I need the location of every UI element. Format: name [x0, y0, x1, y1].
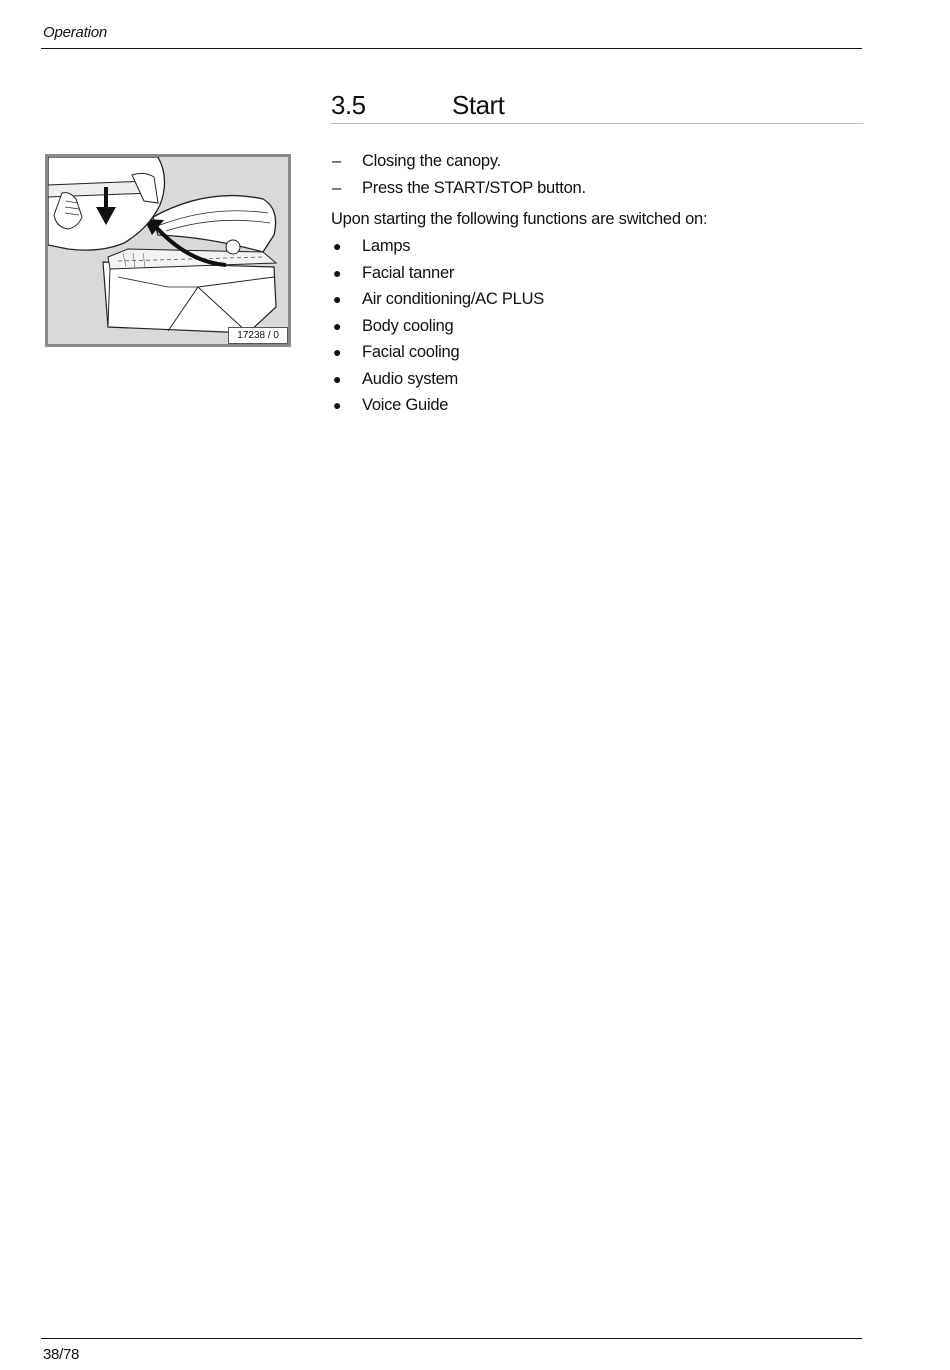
- function-text: Facial tanner: [362, 263, 455, 282]
- step-text: Closing the canopy.: [362, 152, 501, 170]
- step-text: Press the START/STOP button.: [362, 178, 586, 197]
- bullet-icon: ●: [333, 317, 342, 334]
- header-rule: [41, 48, 862, 49]
- dash-marker: –: [332, 152, 341, 170]
- function-text: Voice Guide: [362, 396, 449, 414]
- canopy-illustration: [45, 154, 291, 347]
- function-text: Audio system: [362, 369, 459, 388]
- instructions: [331, 148, 861, 419]
- figure-code: 17238 / 0: [228, 327, 288, 344]
- section-title: Start: [452, 90, 505, 120]
- footer-rule: [41, 1338, 862, 1339]
- function-text: Lamps: [362, 237, 411, 255]
- function-item: [331, 286, 861, 313]
- dash-marker: –: [332, 178, 341, 197]
- function-item: [331, 339, 861, 366]
- function-item: [331, 366, 861, 393]
- function-item: [331, 233, 861, 260]
- function-text: Facial cooling: [362, 343, 460, 361]
- bullet-icon: ●: [333, 397, 342, 413]
- bullet-icon: ●: [333, 264, 342, 281]
- function-text: Air conditioning/AC PLUS: [362, 290, 545, 308]
- function-text: Body cooling: [362, 316, 454, 335]
- function-item: [331, 392, 861, 419]
- page-number: 38/78: [43, 1346, 80, 1363]
- function-item: [331, 260, 861, 287]
- step-item: [331, 148, 861, 175]
- intro-text: Upon starting the following functions are switched on:: [331, 210, 708, 228]
- bullet-icon: ●: [333, 370, 342, 387]
- function-item: [331, 313, 861, 340]
- bullet-icon: ●: [333, 344, 342, 360]
- solarium-canopy-drawing: [48, 157, 288, 344]
- section-heading: [331, 90, 863, 124]
- bullet-icon: ●: [333, 291, 342, 307]
- bullet-icon: ●: [333, 238, 342, 254]
- running-header: Operation: [43, 24, 108, 41]
- step-item: [331, 175, 861, 202]
- section-number: 3.5: [331, 90, 366, 120]
